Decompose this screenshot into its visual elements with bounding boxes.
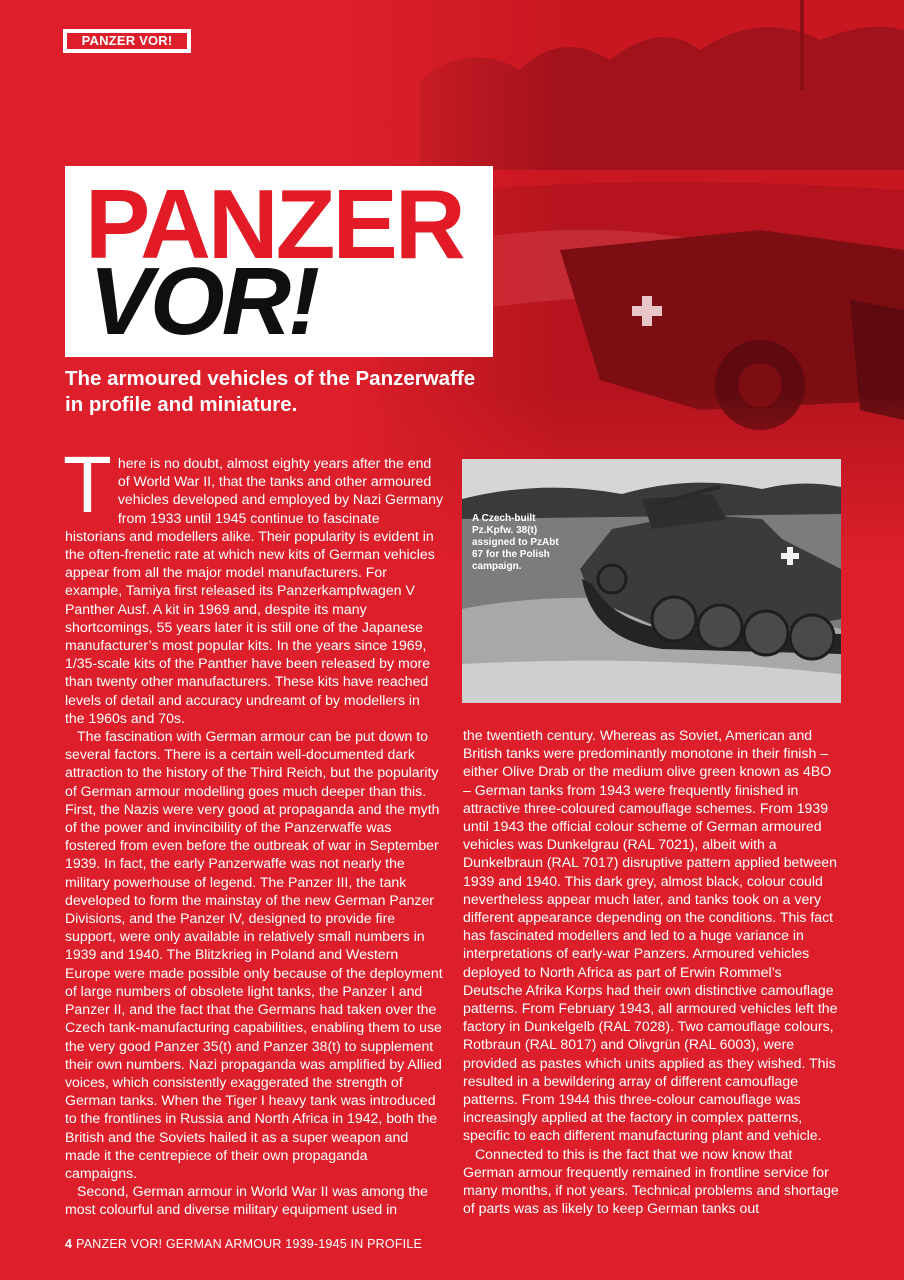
subtitle: The armoured vehicles of the Panzerwaffe in profile and miniature. — [65, 367, 476, 416]
page-footer — [65, 1237, 422, 1251]
paragraph-1 — [63, 440, 443, 727]
title-box — [65, 166, 493, 357]
running-title: PANZER VOR! GERMAN ARMOUR 1939-1945 IN PROFILE — [76, 1237, 423, 1251]
photo-caption: A Czech-built Pz.Kpfw. 38(t) assigned to PzAbt 67 for the Polish campaign. — [472, 513, 559, 572]
page-title-line2: VOR! — [89, 248, 317, 355]
paragraph-2: The fascination with German armour can be put down to several factors. There is a certain well-documented dark attraction to the history of the Third Reich, but the popularity of German armour modelling goes much deeper than this. First, the Nazis were very good at propaganda and the myth of the power and invincibility of the Panzerwaffe was fostered from even before the outbreak of war in September 1939. In fact, the early Panzerwaffe was not nearly the military powerhouse of legend. The Panzer III, the tank developed to form the mainstay of the new German Panzer Divisions, and the Panzer IV, designed to provide fire support, were only available in relatively small numbers in 1939 and 1940. The Blitzkrieg in Poland and Western Europe were made possible only because of the deployment of large numbers of obsolete light tanks, the Panzer I and Panzer II, and the fact that the Germans had taken over the Czech tank-manufacturing capabilities, enabling them to use the very good Panzer 35(t) and Panzer 38(t) to supplement their own numbers. Nazi propaganda was amplified by Allied voices, which consistently exaggerated the strength of German tanks. When the Tiger I heavy tank was introduced to the frontlines in Russia and North Africa in 1942, both the British and the Soviets hailed it as a super weapon and made it the centrepiece of their own propaganda campaigns. — [65, 728, 443, 1181]
section-tag-label: PANZER VOR! — [67, 33, 187, 49]
paragraph-4: the twentieth century. Whereas as Soviet, American and British tanks were predominantly monotone in their finish – either Olive Drab or the medium olive green known as 4BO – German tanks from 1943 were frequently finished in attractive three-coloured camouflage schemes. From 1939 until 1943 the official colour scheme of German armoured vehicles was Dunkelgrau (RAL 7021), albeit with a Dunkelbraun (RAL 7017) disruptive pattern applied between 1939 and 1940. This dark grey, almost black, colour could nevertheless appear much later, and tanks took on a very different appearance depending on the conditions. This fact has fascinated modellers and led to a huge variance in interpretations of early-war Panzers. Armoured vehicles deployed to North Africa as part of Erwin Rommel’s Deutsche Afrika Korps had their own distinctive camouflage patterns. From February 1943, all armoured vehicles left the factory in Dunkelgelb (RAL 7028). Two camouflage colours, Rotbraun (RAL 8017) and Olivgrün (RAL 6003), were provided as pastes which units applied as they wished. This resulted in a bewildering array of different camouflage patterns. From 1944 this three-colour camouflage was increasingly applied at the factory in complex patterns, specific to each different manufacturing plant and vehicle. — [463, 727, 838, 1144]
body-column-2 — [463, 726, 842, 1217]
page-number: 4 — [65, 1237, 73, 1251]
paragraph-3: Second, German armour in World War II was among the most colourful and diverse military equipment used in — [65, 1183, 428, 1218]
paragraph-1-text: here is no doubt, almost eighty years after the end of World War II, that the tanks and other armoured vehicles developed and employed by Nazi Germany from 1933 until 1945 continue to fascinate historians and modellers alike. Their popularity is evident in the often-frenetic rate at which new kits of German vehicles appear from all the major model manufacturers. For example, Tamiya first released its Panzerkampfwagen V Panther Ausf. A kit in 1969 and, despite its many shortcomings, 55 years later it is still one of the Japanese manufacturer’s most popular kits. In the years since 1969, 1/35-scale kits of the Panther have been released by more than twenty other manufacturers. These kits have reached levels of detail and accuracy undreamt of by modellers in the 1960s and 70s. — [65, 455, 443, 726]
section-tag — [63, 29, 191, 53]
body-column-1 — [63, 440, 443, 1219]
drop-cap: T — [63, 440, 112, 529]
tank-photo — [462, 459, 841, 703]
paragraph-5: Connected to this is the fact that we now know that German armour frequently remained in frontline service for many months, if not years. Technical problems and shortage of parts was as likely to keep German tanks out — [463, 1145, 839, 1217]
page-title-line1: PANZER — [85, 169, 463, 279]
